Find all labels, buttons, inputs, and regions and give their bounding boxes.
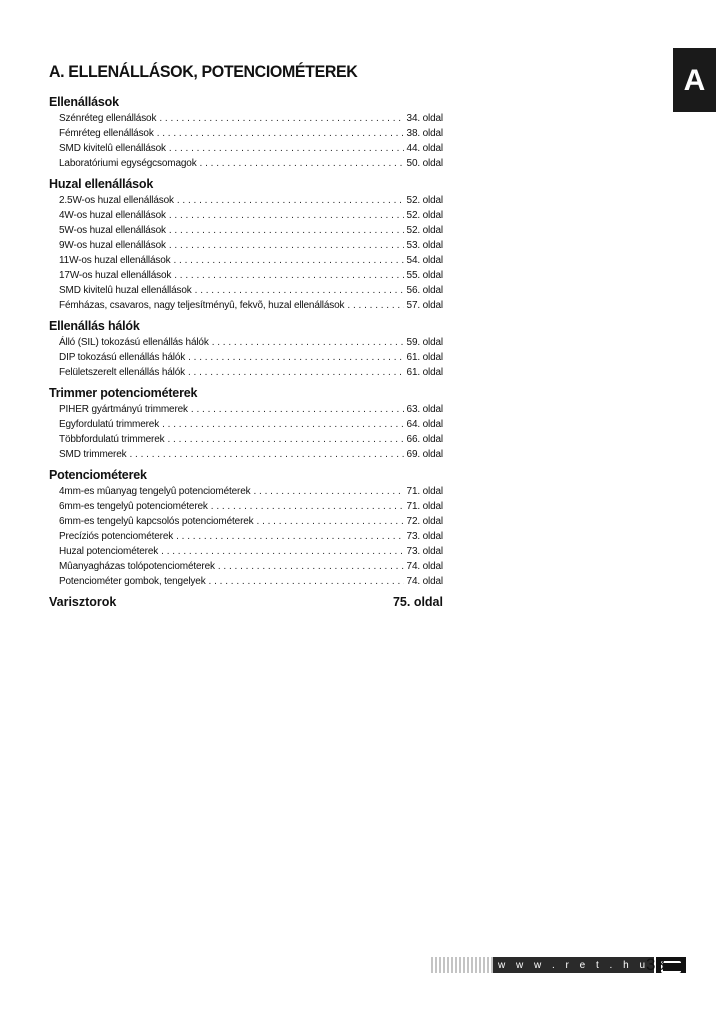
toc-entry-label: 2.5W-os huzal ellenállások xyxy=(59,195,174,206)
toc-entry[interactable] xyxy=(49,238,443,253)
dot-leader xyxy=(161,544,403,559)
toc-entry[interactable] xyxy=(49,208,443,223)
dot-leader xyxy=(209,574,404,589)
toc-entry[interactable] xyxy=(49,402,443,417)
toc-entry-label: Fémréteg ellenállások xyxy=(59,128,154,139)
dot-leader xyxy=(130,447,404,462)
toc-entry[interactable] xyxy=(49,268,443,283)
toc-entry-page: 34. oldal xyxy=(406,113,443,124)
toc-entry[interactable] xyxy=(49,141,443,156)
section-tab: A xyxy=(673,48,716,112)
dot-leader xyxy=(157,126,404,141)
toc-entry-label: SMD trimmerek xyxy=(59,449,127,460)
toc-entry-label: DIP tokozású ellenállás hálók xyxy=(59,352,186,363)
toc-entry[interactable] xyxy=(49,156,443,171)
dot-leader xyxy=(188,350,403,365)
dot-leader xyxy=(253,484,403,499)
toc-entry-label: 9W-os huzal ellenállások xyxy=(59,240,166,251)
toc-entry[interactable] xyxy=(49,432,443,447)
dot-leader xyxy=(169,208,404,223)
toc-entry[interactable] xyxy=(49,223,443,238)
dot-leader xyxy=(162,417,403,432)
toc-entry-page: 57. oldal xyxy=(406,300,443,311)
toc-section xyxy=(49,318,443,380)
toc-section xyxy=(49,385,443,462)
toc-entry-page: 38. oldal xyxy=(406,128,443,139)
toc-entry-page: 61. oldal xyxy=(406,367,443,378)
toc-entry[interactable] xyxy=(49,574,443,589)
dot-leader xyxy=(177,193,404,208)
toc-final-label: Varisztorok xyxy=(49,595,117,609)
toc-entry-label: Felületszerelt ellenállás hálók xyxy=(59,367,185,378)
dot-leader xyxy=(174,253,404,268)
toc-entry[interactable] xyxy=(49,253,443,268)
toc-entry-page: 50. oldal xyxy=(406,158,443,169)
toc-entry-label: 5W-os huzal ellenállások xyxy=(59,225,166,236)
toc-entry-page: 55. oldal xyxy=(406,270,443,281)
table-of-contents xyxy=(49,94,443,611)
dot-leader xyxy=(218,559,404,574)
toc-entry-label: 4mm-es mûanyag tengelyû potenciométerek xyxy=(59,486,251,497)
toc-entry-page: 63. oldal xyxy=(406,404,443,415)
toc-entry-page: 59. oldal xyxy=(406,337,443,348)
toc-entry[interactable] xyxy=(49,126,443,141)
toc-entry-label: 11W-os huzal ellenállások xyxy=(59,255,171,266)
dot-leader xyxy=(176,529,403,544)
toc-entry-label: SMD kivitelû ellenállások xyxy=(59,143,166,154)
toc-entry[interactable] xyxy=(49,111,443,126)
toc-entry-label: Precíziós potenciométerek xyxy=(59,531,174,542)
toc-entry-label: PIHER gyártmányú trimmerek xyxy=(59,404,188,415)
toc-entry-label: Szénréteg ellenállások xyxy=(59,113,157,124)
dot-leader xyxy=(188,365,404,380)
dot-leader xyxy=(169,141,404,156)
toc-entry-page: 64. oldal xyxy=(406,419,443,430)
toc-entry-label: Laboratóriumi egységcsomagok xyxy=(59,158,197,169)
dot-leader xyxy=(200,156,404,171)
toc-entry-page: 54. oldal xyxy=(406,255,443,266)
toc-final-entry[interactable] xyxy=(49,594,443,611)
toc-entry-label: 4W-os huzal ellenállások xyxy=(59,210,166,221)
toc-entry-page: 44. oldal xyxy=(406,143,443,154)
page-title: A. ELLENÁLLÁSOK, POTENCIOMÉTEREK xyxy=(49,62,358,81)
toc-entry-label: Álló (SIL) tokozású ellenállás hálók xyxy=(59,337,209,348)
toc-entry-page: 53. oldal xyxy=(406,240,443,251)
toc-entry-label: Huzal potenciométerek xyxy=(59,546,159,557)
toc-entry-page: 72. oldal xyxy=(406,516,443,527)
toc-entry-page: 74. oldal xyxy=(406,561,443,572)
toc-final-page: 75. oldal xyxy=(392,595,443,609)
toc-section xyxy=(49,94,443,171)
toc-entry-label: 17W-os huzal ellenállások xyxy=(59,270,172,281)
toc-entry-label: Többfordulatú trimmerek xyxy=(59,434,165,445)
dot-leader xyxy=(174,268,403,283)
dot-leader xyxy=(212,335,404,350)
dot-leader xyxy=(169,223,404,238)
toc-entry-label: Egyfordulatú trimmerek xyxy=(59,419,160,430)
toc-entry-label: 6mm-es tengelyû kapcsolós potenciométerek xyxy=(59,516,254,527)
toc-section-title: Potenciométerek xyxy=(49,468,147,482)
dot-leader xyxy=(257,514,404,529)
toc-entry-page: 73. oldal xyxy=(406,546,443,557)
toc-entry[interactable] xyxy=(49,298,443,313)
dot-leader xyxy=(169,238,404,253)
toc-section xyxy=(49,467,443,589)
footer-stripe-pattern xyxy=(431,957,493,973)
toc-entry[interactable] xyxy=(49,529,443,544)
toc-entry[interactable] xyxy=(49,544,443,559)
toc-entry-page: 52. oldal xyxy=(406,195,443,206)
toc-entry-page: 52. oldal xyxy=(406,225,443,236)
toc-section-title: Huzal ellenállások xyxy=(49,177,154,191)
toc-entry-label: Fémházas, csavaros, nagy teljesítményû, fekvõ, huzal ellenállások xyxy=(59,300,345,311)
dot-leader xyxy=(191,402,404,417)
toc-entry-page: 52. oldal xyxy=(406,210,443,221)
toc-entry[interactable] xyxy=(49,514,443,529)
toc-entry[interactable] xyxy=(49,484,443,499)
toc-section-title: Trimmer potenciométerek xyxy=(49,386,198,400)
toc-entry[interactable] xyxy=(49,193,443,208)
toc-entry-page: 71. oldal xyxy=(406,501,443,512)
toc-section-title: Ellenállások xyxy=(49,95,119,109)
toc-section xyxy=(49,176,443,313)
toc-entry[interactable] xyxy=(49,335,443,350)
dot-leader xyxy=(211,499,404,514)
toc-entry[interactable] xyxy=(49,417,443,432)
toc-entry-page: 73. oldal xyxy=(406,531,443,542)
toc-entry[interactable] xyxy=(49,447,443,462)
toc-entry[interactable] xyxy=(49,283,443,298)
toc-entry-label: SMD kivitelû huzal ellenállások xyxy=(59,285,192,296)
dot-leader xyxy=(347,298,403,313)
toc-entry[interactable] xyxy=(49,499,443,514)
footer-url[interactable]: w w w . r e t . h u xyxy=(493,957,654,973)
toc-section-title: Ellenállás hálók xyxy=(49,319,140,333)
toc-entry[interactable] xyxy=(49,365,443,380)
toc-entry-page: 74. oldal xyxy=(406,576,443,587)
toc-entry-page: 69. oldal xyxy=(406,449,443,460)
toc-entry-label: Mûanyagházas tolópotenciométerek xyxy=(59,561,215,572)
toc-entry-page: 61. oldal xyxy=(406,352,443,363)
toc-entry-page: 71. oldal xyxy=(406,486,443,497)
toc-sections xyxy=(49,94,443,589)
toc-entry-label: 6mm-es tengelyû potenciométerek xyxy=(59,501,208,512)
page-number: 33 xyxy=(646,955,665,974)
toc-entry[interactable] xyxy=(49,559,443,574)
dot-leader xyxy=(195,283,404,298)
toc-entry-label: Potenciométer gombok, tengelyek xyxy=(59,576,206,587)
dot-leader xyxy=(159,111,403,126)
dot-leader xyxy=(167,432,403,447)
toc-entry-page: 66. oldal xyxy=(406,434,443,445)
toc-entry[interactable] xyxy=(49,350,443,365)
toc-entry-page: 56. oldal xyxy=(406,285,443,296)
